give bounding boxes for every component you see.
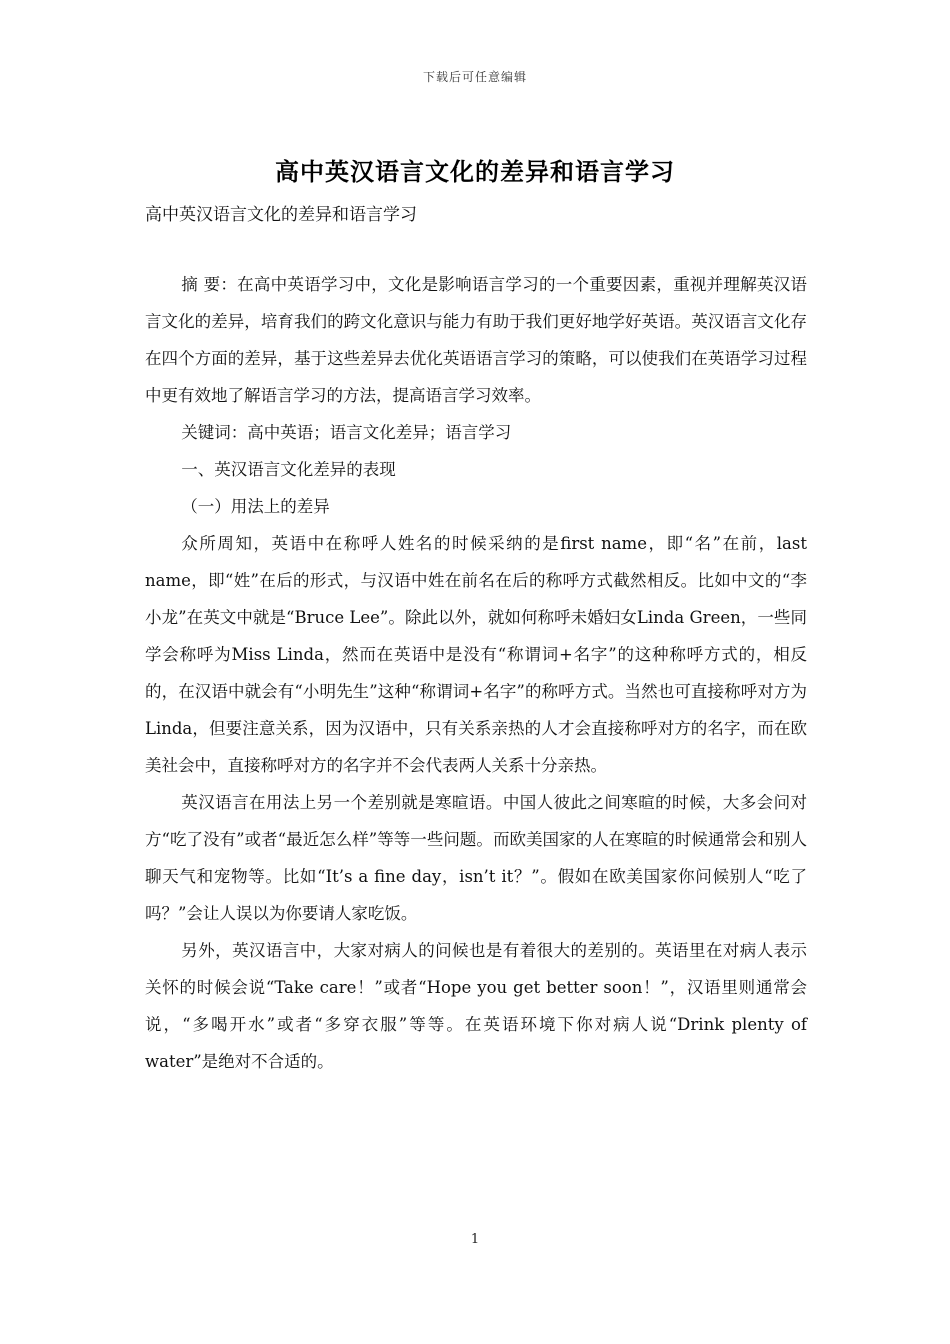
header-note: 下载后可任意编辑 <box>422 70 527 84</box>
document-body <box>145 266 807 1080</box>
keywords-line: 关键词：高中英语；语言文化差异；语言学习 <box>181 423 512 442</box>
body-paragraph: 另外，英汉语言中，大家对病人的问候也是有着很大的差别的。英语里在对病人表示关怀的时候会说“Take care！”或者“Hope you get better soon！”，汉语里则通常会说，“多喝开水”或者“多穿衣服”等等。在英语环境下你对病人说“Drink plenty of water”是绝对不合适的。 <box>145 941 807 1071</box>
body-paragraph: 众所周知，英语中在称呼人姓名的时候采纳的是first name，即“名”在前，last name，即“姓”在后的形式，与汉语中姓在前名在后的称呼方式截然相反。比如中文的“李小龙”在英文中就是“Bruce Lee”。除此以外，就如何称呼未婚妇女Linda Green，一些同学会称呼为Miss Linda，然而在英语中是没有“称谓词+名字”的这种称呼方式的，相反的，在汉语中就会有“小明先生”这种“称谓词+名字”的称呼方式。当然也可直接称呼对方为Linda，但要注意关系，因为汉语中，只有关系亲热的人才会直接称呼对方的名字，而在欧美社会中，直接称呼对方的名字并不会代表两人关系十分亲热。 <box>145 534 807 775</box>
section-heading: 一、英汉语言文化差异的表现 <box>181 460 396 479</box>
document-subtitle: 高中英汉语言文化的差异和语言学习 <box>145 205 417 225</box>
subsection-heading: （一）用法上的差异 <box>181 497 330 516</box>
page-number: 1 <box>470 1232 480 1247</box>
body-paragraph: 英汉语言在用法上另一个差别就是寒暄语。中国人彼此之间寒暄的时候，大多会问对方“吃了没有”或者“最近怎么样”等等一些问题。而欧美国家的人在寒暄的时候通常会和别人聊天气和宠物等。比如“It’s a fine day，isn’t it？”。假如在欧美国家你问候别人“吃了吗？”会让人误以为你要请人家吃饭。 <box>145 793 807 923</box>
abstract-paragraph: 摘 要：在高中英语学习中，文化是影响语言学习的一个重要因素，重视并理解英汉语言文化的差异，培育我们的跨文化意识与能力有助于我们更好地学好英语。英汉语言文化存在四个方面的差异，基于这些差异去优化英语语言学习的策略，可以使我们在英语学习过程中更有效地了解语言学习的方法，提高语言学习效率。 <box>145 275 807 405</box>
document-title: 高中英汉语言文化的差异和语言学习 <box>275 157 675 186</box>
